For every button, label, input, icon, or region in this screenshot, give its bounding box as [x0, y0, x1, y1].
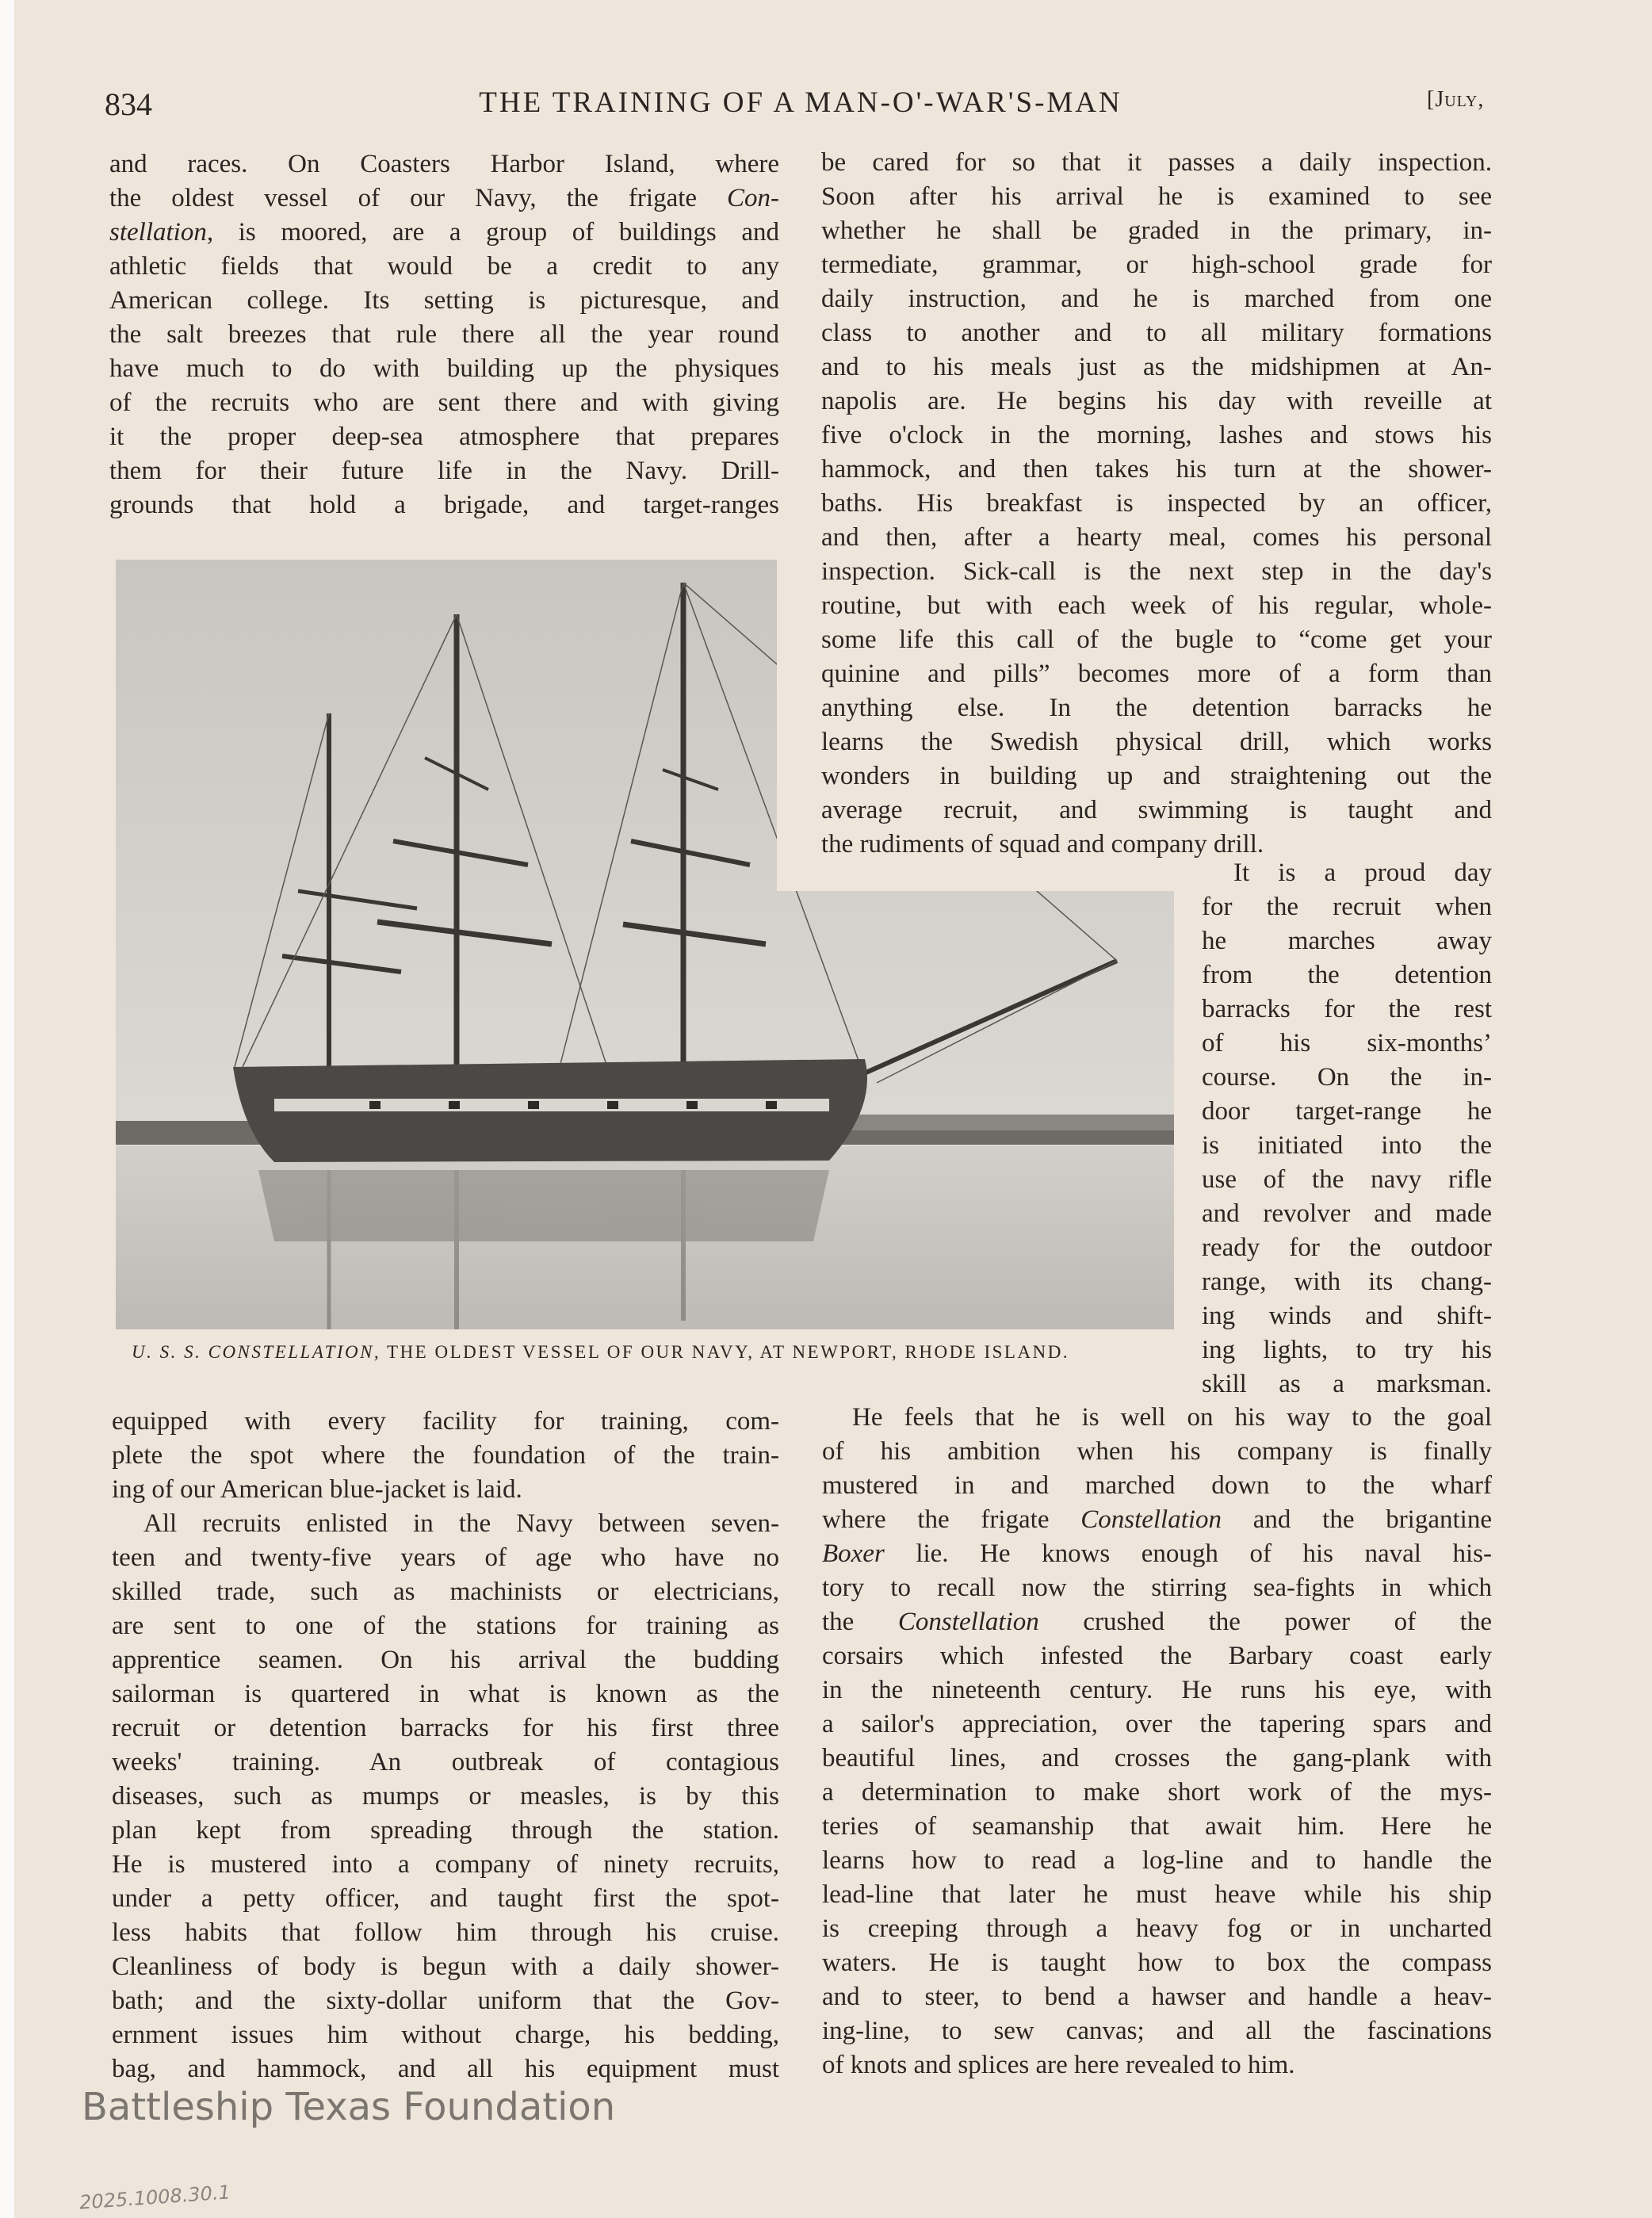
- text-segment: is moored, are a group of buildings and: [213, 218, 779, 247]
- text-line: recruit or detention barracks for his first three: [112, 1714, 779, 1742]
- text-line: baths. His breakfast is inspected by an officer,: [821, 489, 1492, 518]
- text-line: teen and twenty-five years of age who have no: [112, 1543, 779, 1572]
- text-segment: where the frigate: [822, 1505, 1081, 1534]
- text-line: corsairs which infested the Barbary coast early: [822, 1642, 1492, 1670]
- photo-caption: [132, 1342, 1162, 1363]
- text-line: of knots and splices are here revealed to him.: [822, 2051, 1295, 2079]
- text-line: It is a proud day: [1233, 859, 1492, 887]
- text-line: daily instruction, and he is marched from one: [821, 285, 1492, 313]
- scan-edge: [0, 0, 14, 2218]
- column-left-bottom: [112, 1405, 779, 2086]
- text-line: door target-range he: [1202, 1097, 1492, 1126]
- italic-text: Con-: [727, 184, 779, 212]
- text-line: routine, but with each week of his regular, whole-: [821, 591, 1492, 620]
- text-line: beautiful lines, and crosses the gang-plank with: [822, 1744, 1492, 1772]
- text-line: course. On the in-: [1202, 1063, 1492, 1092]
- text-line: weeks' training. An outbreak of contagious: [112, 1748, 779, 1776]
- text-line: [109, 182, 779, 216]
- text-line: tory to recall now the stirring sea-fights in which: [822, 1574, 1492, 1602]
- italic-text: Constellation: [1080, 1505, 1222, 1534]
- text-line: of the recruits who are sent there and with giving: [109, 388, 779, 417]
- column-right-bottom: [822, 1401, 1492, 2082]
- text-line: anything else. In the detention barracks he: [821, 694, 1492, 722]
- text-line: and then, after a hearty meal, comes his personal: [821, 523, 1492, 552]
- text-line: be cared for so that it passes a daily inspection.: [821, 148, 1492, 177]
- text-line: [822, 1605, 1492, 1639]
- text-line: the salt breezes that rule there all the year round: [109, 320, 779, 349]
- text-line: he marches away: [1202, 927, 1492, 955]
- text-line: plan kept from spreading through the station.: [112, 1816, 779, 1845]
- text-line: range, with its chang-: [1202, 1268, 1492, 1296]
- running-title: THE TRAINING OF A MAN-O'-WAR'S-MAN: [479, 86, 1122, 119]
- text-line: bath; and the sixty-dollar uniform that the Gov-: [112, 1987, 779, 2015]
- text-line: under a petty officer, and taught first the spot-: [112, 1884, 779, 1913]
- italic-text: stellation,: [109, 218, 214, 247]
- text-line: ing of our American blue-jacket is laid.: [112, 1475, 522, 1504]
- text-line: skill as a marksman.: [1202, 1370, 1492, 1398]
- text-segment: the oldest vessel of our Navy, the frigate: [109, 184, 727, 212]
- text-line: and revolver and made: [1202, 1199, 1492, 1228]
- text-line: and to steer, to bend a hawser and handle a heav-: [822, 1983, 1492, 2011]
- accession-number: 2025.1008.30.1: [78, 2181, 231, 2214]
- text-segment: the: [822, 1608, 898, 1636]
- text-line: average recruit, and swimming is taught and: [821, 796, 1492, 824]
- text-line: teries of seamanship that await him. Here he: [822, 1812, 1492, 1841]
- text-segment: and the brigantine: [1222, 1505, 1492, 1534]
- text-line: whether he shall be graded in the primary, in-: [821, 216, 1492, 245]
- text-line: [822, 1537, 1492, 1571]
- text-line: is creeping through a heavy fog or in uncharted: [822, 1914, 1492, 1943]
- text-line: quinine and pills” becomes more of a form than: [821, 660, 1492, 688]
- text-line: apprentice seamen. On his arrival the budding: [112, 1646, 779, 1674]
- italic-text: Constellation: [897, 1608, 1039, 1636]
- text-line: and races. On Coasters Harbor Island, where: [109, 150, 779, 178]
- text-line: termediate, grammar, or high-school grade for: [821, 250, 1492, 279]
- text-line: a sailor's appreciation, over the tapering spars and: [822, 1710, 1492, 1738]
- text-segment: crushed the power of the: [1038, 1608, 1492, 1636]
- text-line: for the recruit when: [1202, 893, 1492, 921]
- text-line: ing winds and shift-: [1202, 1302, 1492, 1330]
- text-line: them for their future life in the Navy. Drill-: [109, 457, 779, 485]
- running-month: [July,: [1427, 87, 1485, 112]
- text-line: barracks for the rest: [1202, 995, 1492, 1023]
- page-number: 834: [105, 86, 152, 122]
- text-line: athletic fields that would be a credit to any: [109, 252, 779, 281]
- text-line: learns the Swedish physical drill, which works: [821, 728, 1492, 756]
- italic-text: Boxer: [822, 1539, 885, 1568]
- text-line: of his six-months’: [1202, 1029, 1492, 1057]
- text-line: Soon after his arrival he is examined to see: [821, 182, 1492, 211]
- text-line: from the detention: [1202, 961, 1492, 989]
- text-line: diseases, such as mumps or measles, is by this: [112, 1782, 779, 1811]
- text-line: mustered in and marched down to the wharf: [822, 1471, 1492, 1500]
- caption-text: THE OLDEST VESSEL OF OUR NAVY, AT NEWPORT, RHODE ISLAND.: [380, 1342, 1070, 1362]
- text-line: have much to do with building up the physiques: [109, 354, 779, 383]
- text-line: waters. He is taught how to box the compass: [822, 1948, 1492, 1977]
- text-line: equipped with every facility for training, com-: [112, 1407, 779, 1436]
- text-line: bag, and hammock, and all his equipment must: [112, 2055, 779, 2083]
- text-line: a determination to make short work of the mys-: [822, 1778, 1492, 1807]
- column-left-top: [109, 147, 779, 522]
- watermark: Battleship Texas Foundation: [82, 2085, 616, 2129]
- text-segment: lie. He knows enough of his naval his-: [884, 1539, 1492, 1568]
- text-line: the rudiments of squad and company drill.: [821, 830, 1264, 859]
- text-line: sailorman is quartered in what is known as the: [112, 1680, 779, 1708]
- text-line: are sent to one of the stations for training as: [112, 1612, 779, 1640]
- text-line: is initiated into the: [1202, 1131, 1492, 1160]
- text-line: in the nineteenth century. He runs his eye, with: [822, 1676, 1492, 1704]
- text-line: it the proper deep-sea atmosphere that prepares: [109, 423, 779, 451]
- text-line: hammock, and then takes his turn at the shower-: [821, 455, 1492, 484]
- text-line: Cleanliness of body is begun with a daily shower-: [112, 1952, 779, 1981]
- text-line: [109, 216, 779, 250]
- text-line: less habits that follow him through his cruise.: [112, 1918, 779, 1947]
- text-line: ing lights, to try his: [1202, 1336, 1492, 1364]
- text-line: inspection. Sick-call is the next step in the day's: [821, 557, 1492, 586]
- text-line: lead-line that later he must heave while his ship: [822, 1880, 1492, 1909]
- text-line: ernment issues him without charge, his bedding,: [112, 2021, 779, 2049]
- text-line: grounds that hold a brigade, and target-ranges: [109, 491, 779, 519]
- text-line: and to his meals just as the midshipmen at An-: [821, 353, 1492, 381]
- text-line: some life this call of the bugle to “come get your: [821, 625, 1492, 654]
- text-line: napolis are. He begins his day with reveille at: [821, 387, 1492, 415]
- text-line: He feels that he is well on his way to the goal: [852, 1403, 1492, 1432]
- text-line: plete the spot where the foundation of the train-: [112, 1441, 779, 1470]
- text-line: All recruits enlisted in the Navy between seven-: [143, 1509, 779, 1538]
- caption-ship-name: U. S. S. CONSTELLATION,: [132, 1342, 381, 1362]
- text-line: wonders in building up and straightening out the: [821, 762, 1492, 790]
- text-line: ing-line, to sew canvas; and all the fascinations: [822, 2017, 1492, 2045]
- text-line: American college. Its setting is picturesque, and: [109, 286, 779, 315]
- text-line: five o'clock in the morning, lashes and stows his: [821, 421, 1492, 449]
- text-line: of his ambition when his company is finally: [822, 1437, 1492, 1466]
- text-line: skilled trade, such as machinists or electricians,: [112, 1577, 779, 1606]
- text-line: learns how to read a log-line and to handle the: [822, 1846, 1492, 1875]
- text-line: He is mustered into a company of ninety recruits,: [112, 1850, 779, 1879]
- column-narrow: [1202, 856, 1492, 1402]
- text-line: use of the navy rifle: [1202, 1165, 1492, 1194]
- text-line: class to another and to all military formations: [821, 319, 1492, 347]
- ship-photograph: [116, 560, 1174, 1329]
- text-line: ready for the outdoor: [1202, 1233, 1492, 1262]
- text-line: [822, 1503, 1492, 1537]
